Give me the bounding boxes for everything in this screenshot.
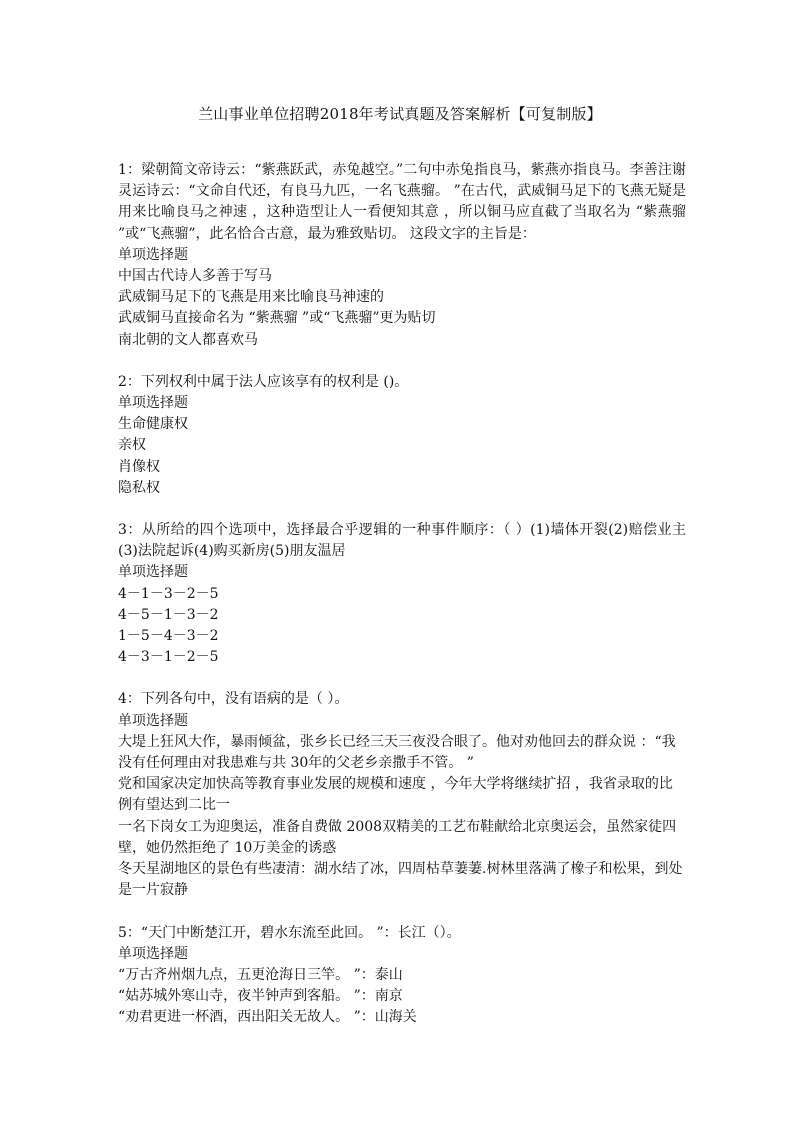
question-1-type: 单项选择题 (118, 246, 188, 263)
question-2-option-d: 隐私权 (118, 479, 160, 496)
question-5 (118, 923, 686, 1029)
question-1-option-b: 武威铜马足下的飞燕是用来比喻良马神速的 (118, 289, 384, 306)
question-4 (118, 689, 686, 901)
question-5-option-b: “姑苏城外寒山寺，夜半钟声到客船。 ”：南京 (118, 988, 403, 1005)
question-5-text: 5：“天门中断楚江开，碧水东流至此回。 ”：长江（）。 (118, 924, 461, 941)
question-3-option-b: 4－5－1－3－2 (118, 606, 219, 623)
question-2-option-a: 生命健康权 (118, 416, 188, 433)
question-4-text: 4：下列各句中，没有语病的是（ ）。 (118, 691, 349, 708)
question-5-option-c: “劝君更进一杯酒，西出阳关无故人。 ”：山海关 (118, 1009, 417, 1026)
question-2-type: 单项选择题 (118, 395, 188, 412)
question-3-text: 3：从所给的四个选项中，选择最合乎逻辑的一种事件顺序：（ ）(1)墙体开裂(2)赔偿业主(3)法院起诉(4)购买新房(5)朋友温居 (118, 522, 686, 560)
question-3-option-c: 1－5－4－3－2 (118, 628, 219, 645)
question-2-option-c: 肖像权 (118, 458, 160, 475)
question-3-option-a: 4－1－3－2－5 (118, 585, 219, 602)
question-1 (118, 160, 686, 351)
question-5-option-a: “万古齐州烟九点，五更沧海日三竿。 ”：泰山 (118, 966, 403, 983)
question-1-option-a: 中国古代诗人多善于写马 (118, 268, 272, 285)
question-4-option-d: 冬天星湖地区的景色有些凄清：湖水结了冰，四周枯草萋萋.树林里落满了橡子和松果，到处是一片寂静 (118, 861, 683, 899)
question-2-text: 2：下列权利中属于法人应该享有的权利是 ()。 (118, 373, 409, 390)
question-3 (118, 520, 686, 668)
document-title: 兰山事业单位招聘2018年考试真题及答案解析【可复制版】 (198, 105, 602, 123)
question-1-option-d: 南北朝的文人都喜欢马 (118, 331, 258, 348)
question-4-type: 单项选择题 (118, 712, 188, 729)
question-2 (118, 372, 686, 499)
question-2-option-b: 亲权 (118, 437, 146, 454)
question-3-type: 单项选择题 (118, 564, 188, 581)
question-4-option-c: 一名下岗女工为迎奥运，准备自费做 2008双精美的工艺布鞋献给北京奥运会，虽然家徒四壁，她仍然拒绝了 10万美金的诱惑 (118, 818, 677, 856)
question-1-option-c: 武威铜马直接命名为 “紫燕骝 ”或“飞燕骝”更为贴切 (118, 310, 436, 327)
question-3-option-d: 4－3－1－2－5 (118, 649, 219, 666)
question-4-option-a: 大堤上狂风大作，暴雨倾盆，张乡长已经三天三夜没合眼了。他对劝他回去的群众说 ：“我没有任何理由对我患难与共 30年的父老乡亲撒手不管。 ” (118, 733, 676, 772)
question-4-option-b: 党和国家决定加快高等教育事业发展的规模和速度 ，今年大学将继续扩招 ，我省录取的比例有望达到二比一 (118, 776, 673, 814)
document-body (118, 160, 686, 1050)
question-5-type: 单项选择题 (118, 945, 188, 962)
question-1-text: 1：梁朝简文帝诗云：“紫燕跃武，赤兔越空。”二句中赤兔指良马，紫燕亦指良马。李善注谢灵运诗云：“文命自代还，有良马九匹，一名飞燕骝。 ”在古代，武威铜马足下的飞燕无疑是用来比喻良马之神速 ，这种造型让人一看便知其意 ，所以铜马应直截了当取名为 “紫燕骝 ”或“飞燕骝”，此名恰合古意，最为雅致贴切。 这段文字的主旨是： (118, 162, 686, 242)
